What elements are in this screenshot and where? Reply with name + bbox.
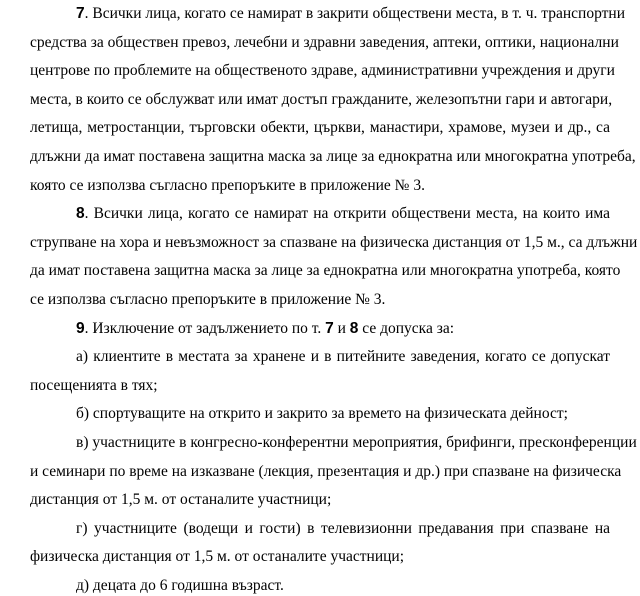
item-c-line-2: и семинари по време на изказване (лекция, презентация и др.) при спазване на физическа (30, 462, 622, 480)
item-a-line-2: посещенията в тях; (30, 376, 158, 394)
paragraph-8-line-2: струпване на хора и невъзможност за спазване на физическа дистанция от 1,5 м., са длъжни (30, 233, 638, 251)
paragraph-9-intro-b: и (333, 319, 350, 337)
paragraph-7-text: . Всички лица, когато се намират в закрити обществени места, в т. ч. транспортни (84, 5, 625, 22)
paragraph-9-ref-7: 7 (325, 319, 334, 337)
paragraph-7-line-1 (76, 4, 625, 24)
paragraph-8-line-3: да имат поставена защитна маска за лице за еднократна или многократна употреба, която (30, 262, 621, 280)
paragraph-7-line-3: центрове по проблемите на общественото здраве, административни учреждения и други (30, 62, 615, 80)
item-b-line-1: б) спортуващите на открито и закрито за времето на физическата дейност; (76, 405, 568, 423)
paragraph-7-number: 7 (76, 5, 85, 22)
paragraph-9-intro-a: . Изключение от задължението по т. (84, 319, 326, 337)
paragraph-7-line-5: летища, метростанции, търговски обекти, църкви, манастири, храмове, музеи и др., са (30, 119, 610, 137)
paragraph-8-line-1 (76, 204, 610, 224)
paragraph-9-number: 9 (76, 319, 85, 337)
paragraph-9-intro (76, 319, 610, 339)
item-c-line-1: в) участниците в конгресно-конферентни мероприятия, брифинги, пресконференции (76, 434, 637, 451)
item-a-line-1: а) клиентите в местата за хранене и в питейните заведения, когато се допускат (76, 348, 610, 366)
item-d-line-2: физическа дистанция от 1,5 м. от останалите участници; (30, 548, 405, 566)
paragraph-7-line-2: средства за обществен превоз, лечебни и здравни заведения, аптеки, оптики, национални (30, 33, 619, 51)
paragraph-8-text: . Всички лица, когато се намират на открити обществени места, на които има (84, 205, 610, 223)
paragraph-7-line-4: места, в които се обслужват или имат достъп гражданите, железопътни гари и автогари, (30, 90, 613, 108)
paragraph-9-intro-c: се допуска за: (358, 319, 455, 337)
paragraph-7-line-7: която се използва съгласно препоръките в приложение № 3. (30, 176, 425, 194)
item-e-line-1: д) децата до 6 годишна възраст. (76, 577, 284, 594)
paragraph-8-number: 8 (76, 205, 85, 223)
paragraph-9-ref-8: 8 (349, 319, 359, 337)
paragraph-7-line-6: длъжни да имат поставена защитна маска за лице за еднократна или многократна употреба, (30, 148, 636, 165)
item-d-line-1: г) участниците (водещи и гости) в телевизионни предавания при спазване на (76, 519, 610, 537)
paragraph-8-line-4: се използва съгласно препоръките в приложение № 3. (30, 291, 386, 308)
item-c-line-3: дистанция от 1,5 м. от останалите участници; (30, 491, 332, 509)
